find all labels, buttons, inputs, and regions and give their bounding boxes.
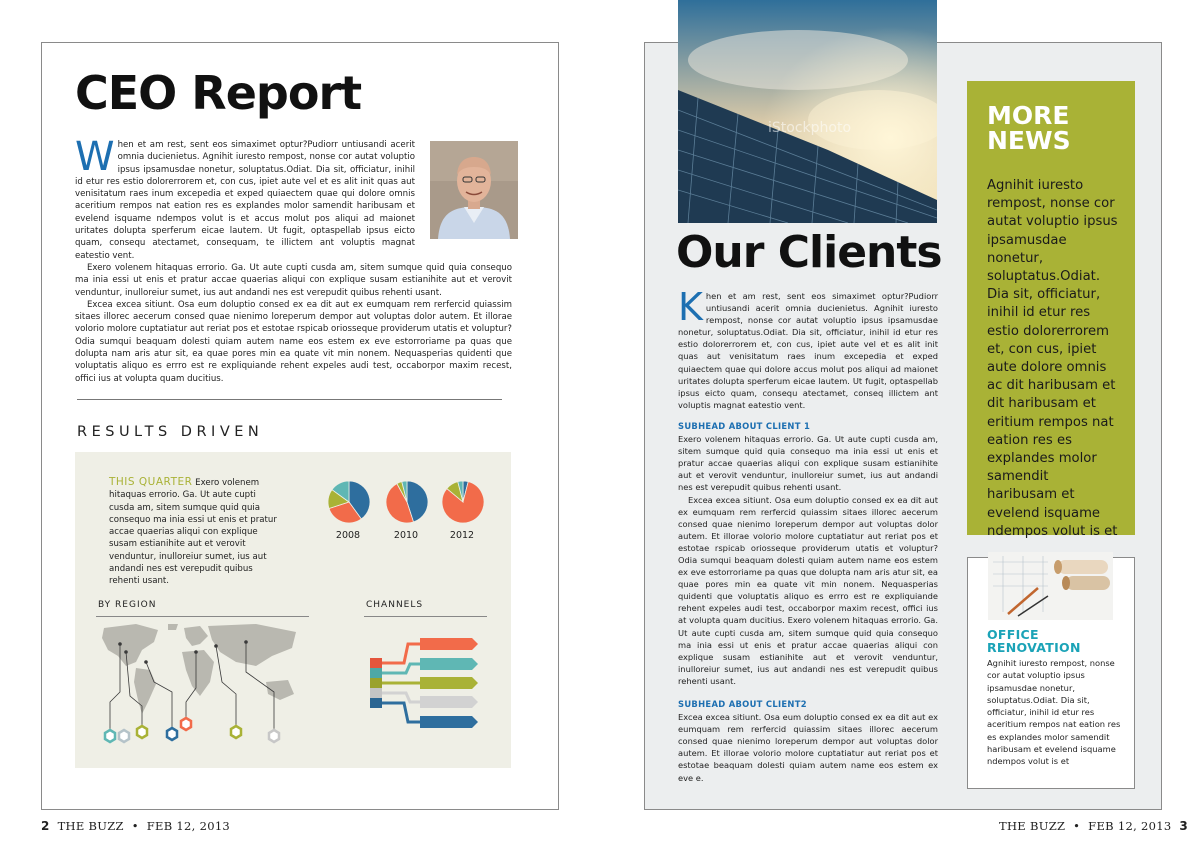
quarter-label: THIS QUARTER — [109, 476, 193, 488]
ceo-paragraph-2: Exero volenem hitaquas errorio. Ga. Ut aute cupti cusda am, sitem sumque quid quia consequo ma inia essi ut enis et pratur accae quaerias aliqui con explique susam estianihite aut et verovit venduntur, inulloreiur sumet, ius aut andandi nes est verepudit quibus rehenti usant. — [75, 262, 512, 298]
section-divider — [77, 399, 502, 400]
quarter-text: Exero volenem hitaquas errorio. Ga. Ut aute cupti cusda am, sitem sumque quid quia consequo ma inia essi ut enis et pratur accae quaerias aliqui con explique susam estianihite aut et verovit venduntur, inulloreiur sumet, ius aut andandi nes est verepudit quibus rehenti usant. — [109, 478, 277, 587]
office-renovation-box — [967, 557, 1135, 789]
channels-label: CHANNELS — [366, 600, 424, 610]
blueprint-photo — [988, 552, 1113, 620]
by-region-rule — [96, 616, 309, 617]
client-2-paragraph-1: Excea excea sitiunt. Osa eum doluptio consed ex ea dit aut ex eumquam rem rerfercid quiassim sitaes illorec aecerum consed quae nienimo loreperum dempor aut voluptas dolor autem. Et illorae volorio molore cuptatiatur aut reriat pos et estotae beaquam dolesti quiam autem name eos estem ex eve e. — [678, 712, 938, 783]
left-footer — [41, 819, 230, 833]
office-renovation-title: OFFICE RENOVATION — [987, 627, 1081, 655]
drop-cap: K — [678, 285, 703, 329]
pie-chart-2012 — [441, 480, 485, 524]
quarter-text-block — [109, 476, 281, 588]
office-renovation-body: Agnihit iuresto rempost, nonse cor autat voluptio ipsus ipsamusdae nonetur, soluptatus.Odiat. Dia sit, officiatur, inihil id etur res aceritium rempos nat eation res es explandes molor samendit haribusam et evelend isquame ndempos volut is et — [987, 658, 1121, 767]
ceo-paragraph-3: Excea excea sitiunt. Osa eum doluptio consed ex ea dit aut ex eumquam rem rerfercid quiassim sitaes illorec aecerum consed quae nienimo loreperum dempor aut voluptas dolor autem. Et illorae volorio molore cuptatiatur aut reriat pos et estotae rspicab oriosseque providerum utatis et voluptur? Odia sumqui beaquam dolesti quiam autem name eos estem ex eve estorroriame pa quas que dolupta nam aris atur sit, ea quae pores min ea quate vit min nonem. Nequasperias quidenti que voluptatis aliquo es errro est re expliquiande rehent expeles audi test, occaborpor maxim recest, offici ius at volupta quam ducitius. — [75, 299, 512, 384]
world-map-graphic — [96, 622, 316, 747]
pie-chart-2008 — [327, 480, 371, 524]
clients-title: Our Clients — [676, 227, 942, 278]
client-2-subhead: SUBHEAD ABOUT CLIENT2 — [678, 699, 807, 709]
watermark-text: iStockphoto — [768, 120, 852, 136]
more-news-sidebar — [967, 81, 1135, 539]
client-1-subhead: SUBHEAD ABOUT CLIENT 1 — [678, 420, 811, 431]
pie-label-2012: 2012 — [449, 530, 475, 541]
pie-chart-2010 — [385, 480, 429, 524]
channels-rule — [364, 616, 487, 617]
client-1-paragraph-1: Exero volenem hitaquas errorio. Ga. Ut aute cupti cusda am, sitem sumque quid quia consequo ma inia essi ut enis et pratur accae quaerias aliqui con explique susam estianihite aut et verovit venduntur, inulloreiur sumet, ius aut andandi nes est verepudit quibus rehenti usant. — [678, 434, 938, 493]
clients-article-body — [678, 285, 938, 784]
footer-text-right: THE BUZZ • FEB 12, 2013 — [999, 819, 1172, 833]
results-heading: RESULTS DRIVEN — [77, 424, 264, 440]
page-number-left: 2 — [41, 819, 50, 833]
client-1-paragraph-2: Excea excea sitiunt. Osa eum doluptio consed ex ea dit aut ex eumquam rem rerfercid quiassim sitaes illorec aecerum consed quae nienimo loreperum dempor aut voluptas dolor autem. Et illorae volorio molore cuptatiatur aut reriat pos et estotae rspicab oriosseque providerum utatis et voluptur? Odia sumqui beaquam dolesti quiam autem name eos estem ex eve estorroriame pa quas que dolupta nam aris atur sit, ea quae pores min ea quate vit min nonem. Nequasperias quidenti que voluptatis aliquo es errro est re expliquiande rehent expeles audi test, occaborpor maxim recest, offici ius at volupta quam ducitius. Exero volenem hitaquas errorio. Ga. Ut aute cupti cusda am, sitem sumque quid quia consequo ma inia essi ut enis et pratur accae quaerias aliqui con explique susam estianihite aut et verovit venduntur, inulloreiur sumet, ius aut andandi nes est verepudit quibus rehenti usant. — [678, 494, 938, 686]
page-title: CEO Report — [75, 66, 362, 120]
building-photo — [678, 0, 937, 223]
drop-cap: W — [75, 134, 115, 180]
pie-label-2008: 2008 — [335, 530, 361, 541]
pie-label-2010: 2010 — [393, 530, 419, 541]
footer-text-left: THE BUZZ • FEB 12, 2013 — [57, 819, 231, 833]
ceo-paragraph-1: hen et am rest, sent eos simaximet optur?Pudiorr untiusandi acerit omnia ducienietus. Agnihit iuresto rempost, nonse cor autat voluptio ipsus ipsamusdae nonetur, soluptatus.Odiat. Dia sit, officiatur, inihil id etur res estio dolorerrorem et, con cus, ipiet aute vel et es alit init quas aut venisitatum raes inum excepedia et exped quiaectem quae qui dolore omnis aceritium rempos nat eation res es explandes molor samendit haribusam et evelend isquame ndempos volut is et accus molut pos aliqui ad maionet uritates dolupta sperferum eicae lautem. Ut fugit, optaspellab ipsus eicto quam, consequ atectamet, consequam, te illictem ant voluptis magnat eatestio vent. — [75, 140, 415, 261]
more-news-body: Agnihit iuresto rempost, nonse cor autat voluptio ipsus ipsamusdae nonetur, soluptatus.Odiat. Dia sit, officiatur, inihil id etur res estio dolorerrorem et, con cus, ipiet aute dolore omnis ac dit haribusam et dit haribusam et eritium rempos nat eation res es explandes molor samendit haribusam et evelend isquame ndempos volut is et — [987, 178, 1118, 539]
channels-graphic — [366, 636, 486, 736]
more-news-title: MORE NEWS — [987, 101, 1071, 155]
page-number-right: 3 — [1179, 819, 1189, 833]
clients-paragraph-1: hen et am rest, sent eos simaximet optur?Pudiorr untiusandi acerit omnia ducienietus. Agnihit iuresto rempost, nonse cor autat voluptio ipsus ipsamusdae nonetur, soluptatus.Odiat. Dia sit, officiatur, inihil id etur res estio dolorerrorem et, con cus, ipiet aute vel et es alit init quas aut venisitatum raes inum excepedia et exped quiaectem quae qui dolore accus molut pos aliqui ad maionet uritates dolupta sperferum eicae lautem. Ut fugit, optaspellab ipsus eicto quam, consequ atectamet, conseq illictem ant voluptis magnat eatestio vent. — [678, 291, 938, 410]
right-footer — [999, 819, 1188, 833]
ceo-article-body — [75, 134, 512, 385]
by-region-label: BY REGION — [98, 600, 157, 610]
